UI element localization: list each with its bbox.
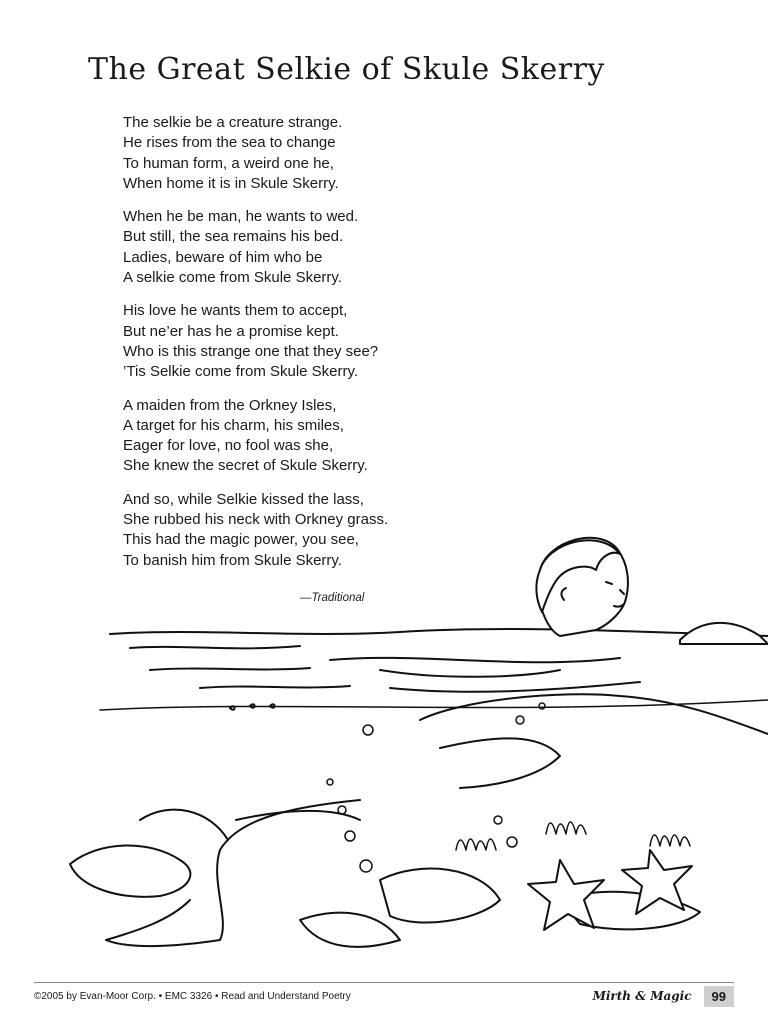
rock-shape bbox=[680, 623, 768, 644]
poem-line: A selkie come from Skule Skerry. bbox=[123, 269, 342, 287]
poem-line: When he be man, he wants to wed. bbox=[123, 208, 359, 226]
poem-line: Who is this strange one that they see? bbox=[123, 342, 379, 360]
poem-line: To banish him from Skule Skerry. bbox=[123, 551, 342, 569]
poem-line: She rubbed his neck with Orkney grass. bbox=[123, 511, 389, 529]
poem-line: But ne’er has he a promise kept. bbox=[123, 322, 339, 340]
poem-line: He rises from the sea to change bbox=[123, 134, 336, 152]
poem-line: His love he wants them to accept, bbox=[123, 302, 348, 320]
poem-line: ’Tis Selkie come from Skule Skerry. bbox=[123, 363, 359, 381]
poem-line: A maiden from the Orkney Isles, bbox=[123, 396, 337, 414]
copyright-notice: ©2005 by Evan-Moor Corp. • EMC 3326 • Read and Understand Poetry bbox=[34, 990, 351, 1002]
poem-line: The selkie be a creature strange. bbox=[123, 114, 343, 131]
poem-line: But still, the sea remains his bed. bbox=[123, 228, 344, 246]
stanza bbox=[123, 113, 388, 194]
poem-line: A target for his charm, his smiles, bbox=[123, 416, 344, 434]
poem bbox=[123, 113, 388, 584]
poem-line: Ladies, beware of him who be bbox=[123, 248, 323, 266]
poem-line: She knew the secret of Skule Skerry. bbox=[123, 457, 368, 475]
coral bbox=[456, 822, 690, 850]
poem-line: Eager for love, no fool was she, bbox=[123, 437, 334, 455]
footer-right bbox=[593, 986, 734, 1007]
water-surface-lines bbox=[100, 629, 768, 710]
poem-line: And so, while Selkie kissed the lass, bbox=[123, 490, 364, 508]
page-title: The Great Selkie of Skule Skerry bbox=[88, 52, 605, 87]
poem-line: When home it is in Skule Skerry. bbox=[123, 174, 339, 192]
stanza bbox=[123, 396, 388, 477]
seabed-rocks bbox=[70, 810, 700, 947]
stanza bbox=[123, 301, 388, 382]
page-footer bbox=[34, 982, 734, 1009]
selkie-head bbox=[536, 538, 628, 636]
page-number: 99 bbox=[704, 986, 734, 1007]
bubbles bbox=[327, 703, 545, 872]
attribution: —Traditional bbox=[300, 592, 365, 604]
stanza bbox=[123, 207, 388, 288]
poem-line: To human form, a weird one he, bbox=[123, 154, 334, 172]
selkie-illustration bbox=[0, 520, 768, 970]
poem-line: This had the magic power, you see, bbox=[123, 531, 359, 549]
section-name: Mirth & Magic bbox=[592, 989, 692, 1003]
